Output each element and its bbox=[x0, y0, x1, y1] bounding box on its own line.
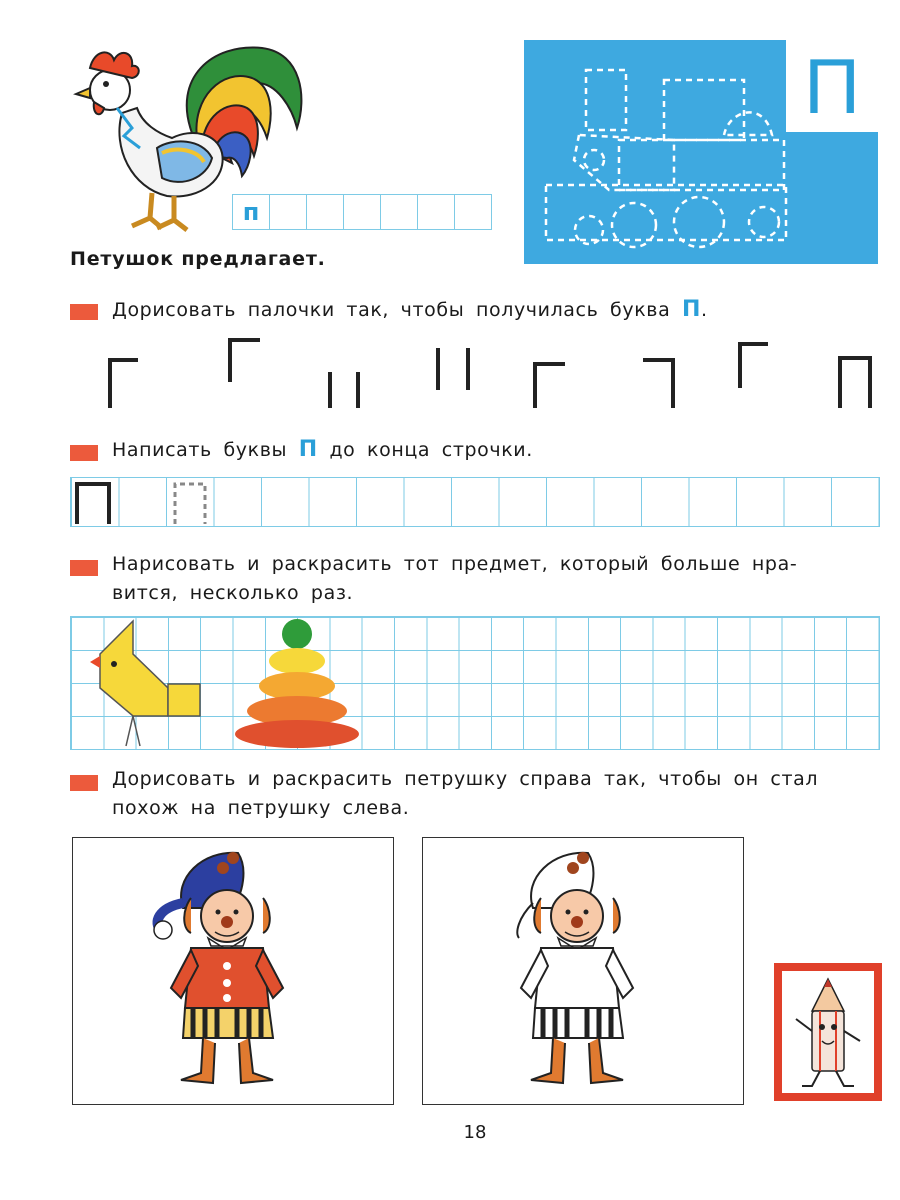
petrushka-colored-frame bbox=[72, 837, 394, 1105]
letter-cells[interactable] bbox=[232, 194, 492, 230]
chicken-icon bbox=[88, 616, 208, 750]
task-bullet bbox=[70, 560, 98, 576]
task-bullet bbox=[70, 445, 98, 461]
cell[interactable] bbox=[233, 194, 270, 230]
cell[interactable] bbox=[381, 194, 418, 230]
task-2-before: Написать буквы bbox=[112, 439, 288, 461]
page-title: Петушок предлагает. bbox=[70, 248, 326, 270]
task-1-text bbox=[112, 295, 708, 325]
cell-letter: п bbox=[242, 198, 260, 226]
letter-card bbox=[786, 40, 878, 132]
task-1-after: . bbox=[700, 299, 708, 321]
task-4-line-2: похож на петрушку слева. bbox=[112, 797, 410, 819]
pencil-mascot-frame bbox=[774, 963, 882, 1101]
cell[interactable] bbox=[344, 194, 381, 230]
cell[interactable] bbox=[418, 194, 455, 230]
task-2-text bbox=[112, 435, 533, 465]
task-3-line-1: Нарисовать и раскрасить тот предмет, который больше нра- bbox=[112, 553, 798, 575]
sticks-exercise[interactable] bbox=[90, 330, 890, 420]
task-2-letter: П bbox=[298, 437, 318, 462]
cell[interactable] bbox=[455, 194, 492, 230]
letter-display: П bbox=[803, 42, 861, 130]
petrushka-icon bbox=[423, 838, 743, 1104]
task-4-line-1: Дорисовать и раскрасить петрушку справа так, чтобы он стал bbox=[112, 768, 819, 790]
task-3-line-2: вится, несколько раз. bbox=[112, 582, 354, 604]
pyramid-toy-icon bbox=[232, 616, 362, 750]
cell[interactable] bbox=[307, 194, 344, 230]
writing-row[interactable] bbox=[70, 477, 880, 527]
task-1-label: Дорисовать палочки так, чтобы получилась буква bbox=[112, 299, 671, 321]
petrushka-outline-frame[interactable] bbox=[422, 837, 744, 1105]
task-2-after: до конца строчки. bbox=[329, 439, 533, 461]
locomotive-panel bbox=[524, 40, 878, 264]
task-bullet bbox=[70, 304, 98, 320]
petrushka-icon bbox=[73, 838, 393, 1104]
pencil-mascot-icon bbox=[782, 971, 874, 1093]
cell[interactable] bbox=[270, 194, 307, 230]
page-number: 18 bbox=[463, 1122, 487, 1143]
sample-letter bbox=[71, 478, 231, 526]
task-1-letter: П bbox=[681, 297, 701, 322]
task-bullet bbox=[70, 775, 98, 791]
